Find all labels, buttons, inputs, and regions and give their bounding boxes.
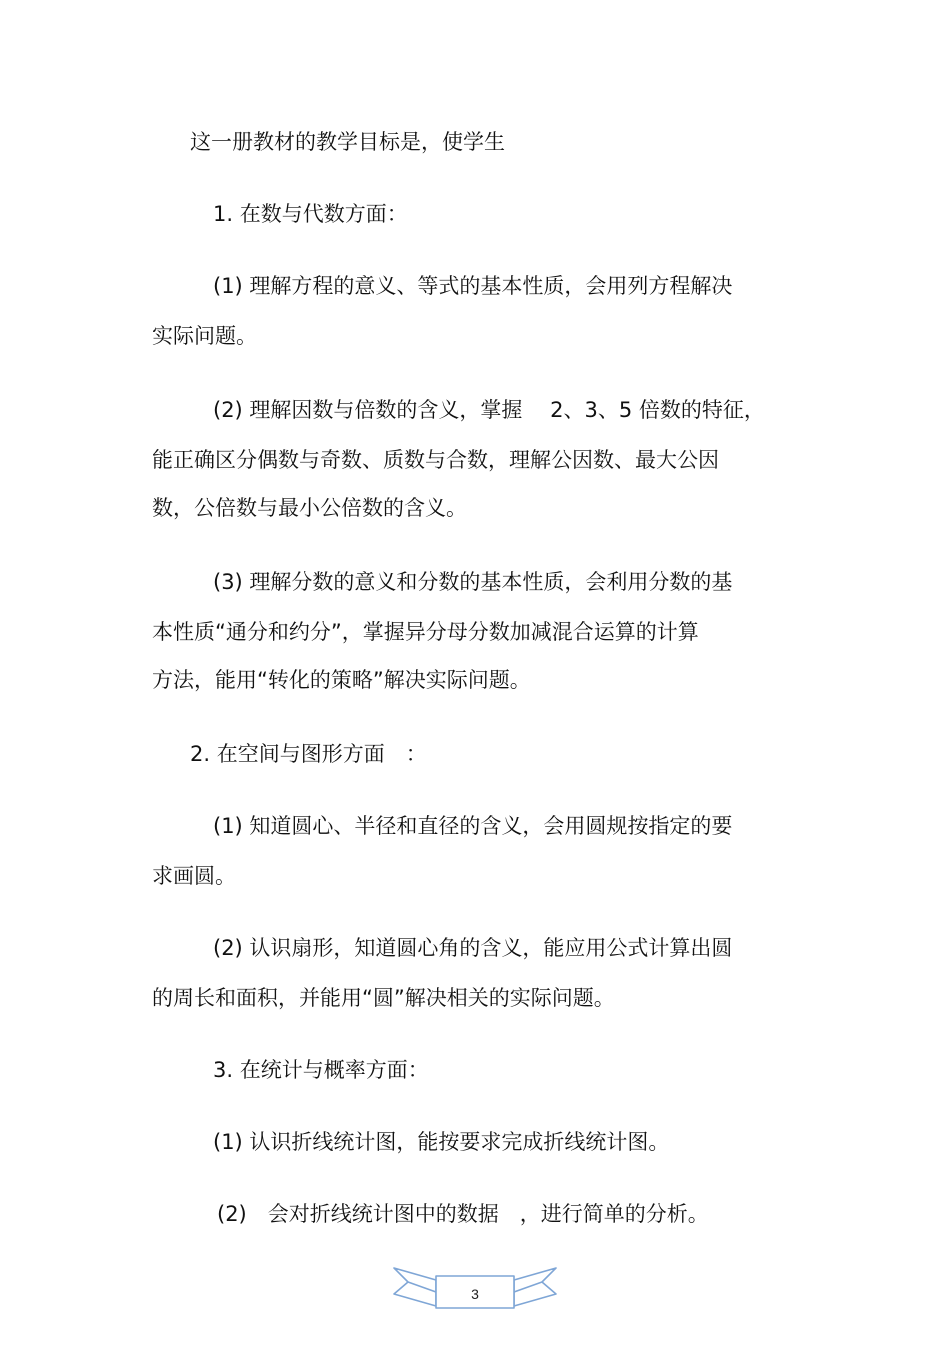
paragraph-line: 实际问题。 (152, 324, 257, 348)
paragraph-line: 能正确区分偶数与奇数、质数与合数，理解公因数、最大公因 (152, 448, 719, 472)
paragraph-line: (1) 认识折线统计图，能按要求完成折线统计图。 (213, 1130, 670, 1154)
paragraph-line: 本性质“通分和约分”，掌握异分母分数加减混合运算的计算 (152, 620, 699, 644)
paragraph-line: (2) 认识扇形，知道圆心角的含义，能应用公式计算出圆 (213, 936, 733, 960)
section-heading-number-algebra: 1. 在数与代数方面： (213, 202, 408, 226)
paragraph-line: 数，公倍数与最小公倍数的含义。 (152, 496, 467, 520)
intro-line: 这一册教材的教学目标是，使学生 (190, 130, 505, 154)
paragraph-line: (1) 知道圆心、半径和直径的含义，会用圆规按指定的要 (213, 814, 733, 838)
paragraph-line: 的周长和面积，并能用“圆”解决相关的实际问题。 (152, 986, 615, 1010)
paragraph-line: (2) 会对折线统计图中的数据 ，进行简单的分析。 (217, 1202, 709, 1226)
paragraph-line: 方法，能用“转化的策略”解决实际问题。 (152, 668, 531, 692)
section-heading-space-geometry: 2. 在空间与图形方面 ： (190, 742, 427, 766)
paragraph-line: (1) 理解方程的意义、等式的基本性质，会用列方程解决 (213, 274, 733, 298)
paragraph-line: 求画圆。 (152, 864, 236, 888)
section-heading-statistics: 3. 在统计与概率方面： (213, 1058, 429, 1082)
paragraph-line: (3) 理解分数的意义和分数的基本性质，会利用分数的基 (213, 570, 733, 594)
page-number: 3 (471, 1286, 479, 1302)
paragraph-line: (2) 理解因数与倍数的含义，掌握 2、3、5 倍数的特征， (213, 398, 765, 422)
